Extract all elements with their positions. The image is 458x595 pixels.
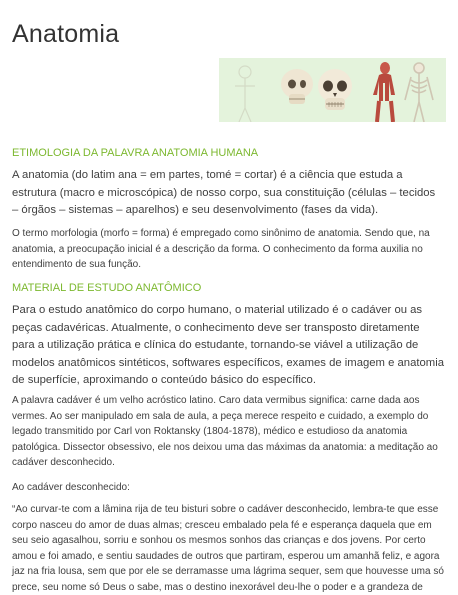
paragraph-dedication: Ao cadáver desconhecido: — [12, 482, 130, 493]
page-title: Anatomia — [12, 20, 120, 48]
section-heading-etimologia: ETIMOLOGIA DA PALAVRA ANATOMIA HUMANA — [12, 147, 259, 159]
section-heading-material: MATERIAL DE ESTUDO ANATÔMICO — [12, 282, 202, 294]
paragraph-material: Para o estudo anatômico do corpo humano, o material utilizado é o cadáver ou as peças cadavéricas. Atualmente, o conhecimento deve ser transposto diretamente para a utilização prática e clínica do estudante, tornando-se viável a utilização de modelos anatômicos sintéticos, softwares específicos, exames de imagem e anatomia de superfície, aproximando o conteúdo básico do específico. — [12, 304, 444, 386]
paragraph-definition: A anatomia (do latim ana = em partes, tomé = cortar) é a ciência que estuda a estrutura (macro e microscópica) de nosso corpo, sua constituição (células – tecidos – órgãos – sistemas – aparelhos) e seu desenvolvimento (fases da vida). — [12, 169, 436, 216]
anatomy-banner-image — [219, 58, 446, 122]
paragraph-cadaver: A palavra cadáver é um velho acróstico latino. Caro data vermibus significa: carne dada aos vermes. Ao ser manipulado em sala de aula, a peça merece respeito e cuidado, a exemplo do legado transmitido por Carl von Roktansky (1804-1878), médico e estudioso da anatomia patológica. Dissector obsessivo, ele nos deixou uma das máximas da anatomia: a meditação ao cadáver desconhecido. — [12, 395, 438, 468]
paragraph-morfologia: O termo morfologia (morfo = forma) é empregado como sinônimo de anatomia. Sendo que, na anatomia, a preocupação inicial é a descrição da forma. O conhecimento da forma auxilia no entendimento de sua função. — [12, 228, 430, 270]
paragraph-quote: “Ao curvar-te com a lâmina rija de teu bisturi sobre o cadáver desconhecido, lembra-te que esse corpo nasceu do amor de duas almas; cresceu embalado pela fé e esperança daquela que em seu seio agasalhou, sorriu e sonhou os mesmos sonhos das crianças e dos jovens. Por certo amou e foi amado, e sentiu saudades de outros que partiram, esperou um amanhã feliz, e agora jaz na fria lousa, sem que por ele se derramasse uma lágrima sequer, sem que houvesse uma só prece, seu nome só Deus o sabe, mas o destino inexorável deu-lhe o poder e a grandeza de — [12, 504, 444, 593]
anatomy-skulls-skeletons-icon — [219, 58, 446, 122]
